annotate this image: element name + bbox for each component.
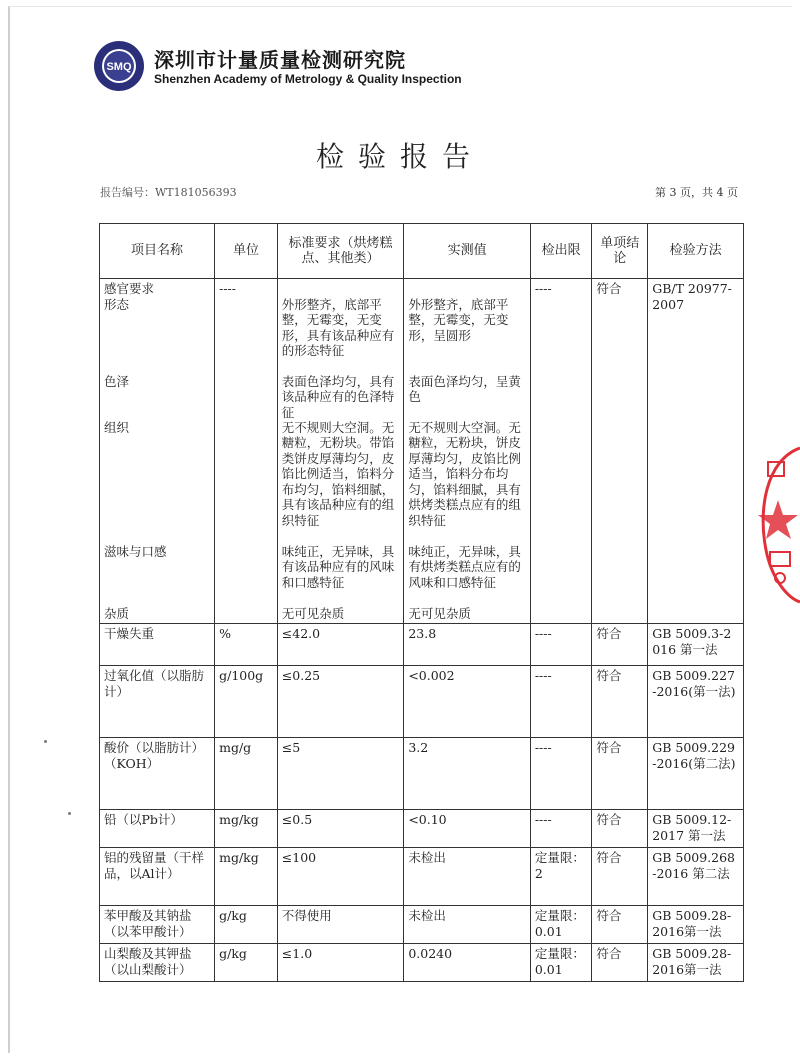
logo-text: SMQ [106,61,132,73]
org-name-cn: 深圳市计量质量检测研究院 [154,48,406,72]
item-name: 过氧化值（以脂肪计） [100,666,215,738]
header-standard: 标准要求（烘烤糕点、其他类） [277,224,404,279]
item-conclusion: 符合 [592,848,648,906]
table-row-sensory [100,279,744,624]
sensory-item-name: 杂质 [104,605,130,621]
item-limit: 定量限：0.01 [530,944,592,982]
table-row [100,624,744,666]
item-unit: g/kg [215,906,278,944]
sensory-standard-text: 味纯正，无异味，具有该品种应有的风味和口感特征 [281,543,395,590]
item-measured: 0.0240 [404,944,531,982]
sensory-standard-cell [277,279,404,624]
item-unit: mg/kg [215,810,278,848]
item-measured: 未检出 [404,848,531,906]
item-name: 酸价（以脂肪计）（KOH） [100,738,215,810]
item-conclusion: 符合 [592,810,648,848]
item-name: 干燥失重 [100,624,215,666]
item-measured: <0.10 [404,810,531,848]
header-item: 项目名称 [100,224,215,279]
header-method: 检验方法 [648,224,744,279]
item-standard: ≤0.5 [277,810,404,848]
sensory-measured-text: 无可见杂质 [408,605,471,621]
sensory-measured-text: 味纯正，无异味，具有烘烤类糕点应有的风味和口感特征 [408,543,521,590]
item-conclusion: 符合 [592,624,648,666]
item-conclusion: 符合 [592,666,648,738]
sensory-group-label: 感官要求 [104,281,155,296]
item-standard: ≤5 [277,738,404,810]
page-indicator: 第 3 页，共 4 页 [655,186,738,199]
header-measured: 实测值 [404,224,531,279]
item-name: 铅（以Pb计） [100,810,215,848]
table-row [100,906,744,944]
item-limit: 定量限：2 [530,848,592,906]
item-limit: ---- [530,666,592,738]
item-standard: 不得使用 [277,906,404,944]
header-limit: 检出限 [530,224,592,279]
item-standard: ≤42.0 [277,624,404,666]
table-row [100,944,744,982]
item-standard: ≤1.0 [277,944,404,982]
item-measured: <0.002 [404,666,531,738]
sensory-standard-text: 无可见杂质 [281,605,345,621]
table-header-row [100,224,744,279]
sensory-item-name: 色泽 [104,373,130,389]
sensory-standard-text: 无不规则大空洞。无糖粒，无粉块。带馅类饼皮厚薄均匀，皮馅比例适当，馅料分布均匀，馅料细腻，具有该品种应有的组织特征 [281,419,395,528]
sensory-method-cell: GB/T 20977-2007 [648,279,744,624]
item-limit: ---- [530,810,592,848]
item-limit: ---- [530,738,592,810]
item-method: GB 5009.28-2016第一法 [648,944,744,982]
table-row [100,738,744,810]
item-conclusion: 符合 [592,738,648,810]
item-measured: 未检出 [404,906,531,944]
header-unit: 单位 [215,224,278,279]
item-conclusion: 符合 [592,906,648,944]
sensory-item-name: 形态 [104,296,130,312]
item-standard: ≤0.25 [277,666,404,738]
sensory-standard-text: 表面色泽均匀，具有该品种应有的色泽特征 [281,373,395,420]
sensory-unit-cell: ---- [215,279,278,624]
sensory-limit-cell: ---- [530,279,592,624]
inspection-results-table [99,223,744,982]
item-conclusion: 符合 [592,944,648,982]
org-name-en: Shenzhen Academy of Metrology & Quality Inspection [154,72,462,86]
item-name: 山梨酸及其钾盐（以山梨酸计） [100,944,215,982]
item-limit: 定量限：0.01 [530,906,592,944]
sensory-measured-cell [404,279,531,624]
item-measured: 3.2 [404,738,531,810]
item-standard: ≤100 [277,848,404,906]
sensory-measured-text: 表面色泽均匀，呈黄色 [408,373,521,404]
sensory-measured-text: 无不规则大空洞。无糖粒，无粉块，饼皮厚薄均匀，皮馅比例适当，馅料分布均匀，馅料细腻，具有烘烤类糕点应有的组织特征 [408,419,521,528]
item-unit: g/100g [215,666,278,738]
item-method: GB 5009.3-2016 第一法 [648,624,744,666]
scan-dot [44,740,47,743]
report-title: 检验报告 [315,140,484,173]
sensory-names-cell [100,279,215,624]
smq-logo-icon [93,40,145,92]
sensory-item-name: 组织 [104,419,130,435]
table-row [100,666,744,738]
item-method: GB 5009.229-2016(第二法) [648,738,744,810]
sensory-conclusion-cell: 符合 [592,279,648,624]
item-unit: mg/g [215,738,278,810]
header-conclusion: 单项结论 [592,224,648,279]
item-measured: 23.8 [404,624,531,666]
sensory-standard-text: 外形整齐，底部平整，无霉变，无变形，具有该品种应有的形态特征 [281,296,395,358]
scan-dot [68,812,71,815]
table-row [100,810,744,848]
official-seal-stamp [752,440,800,610]
item-method: GB 5009.268-2016 第二法 [648,848,744,906]
sensory-item-name: 滋味与口感 [104,543,167,559]
item-unit: g/kg [215,944,278,982]
table-row [100,848,744,906]
item-unit: mg/kg [215,848,278,906]
item-method: GB 5009.28-2016第一法 [648,906,744,944]
item-name: 铝的残留量（干样品，以Al计） [100,848,215,906]
item-method: GB 5009.227-2016(第一法) [648,666,744,738]
item-unit: % [215,624,278,666]
item-name: 苯甲酸及其钠盐（以苯甲酸计） [100,906,215,944]
item-limit: ---- [530,624,592,666]
report-number: 报告编号：WT181056393 [100,186,237,199]
sensory-measured-text: 外形整齐，底部平整，无霉变，无变形，呈圆形 [408,296,509,343]
item-method: GB 5009.12-2017 第一法 [648,810,744,848]
